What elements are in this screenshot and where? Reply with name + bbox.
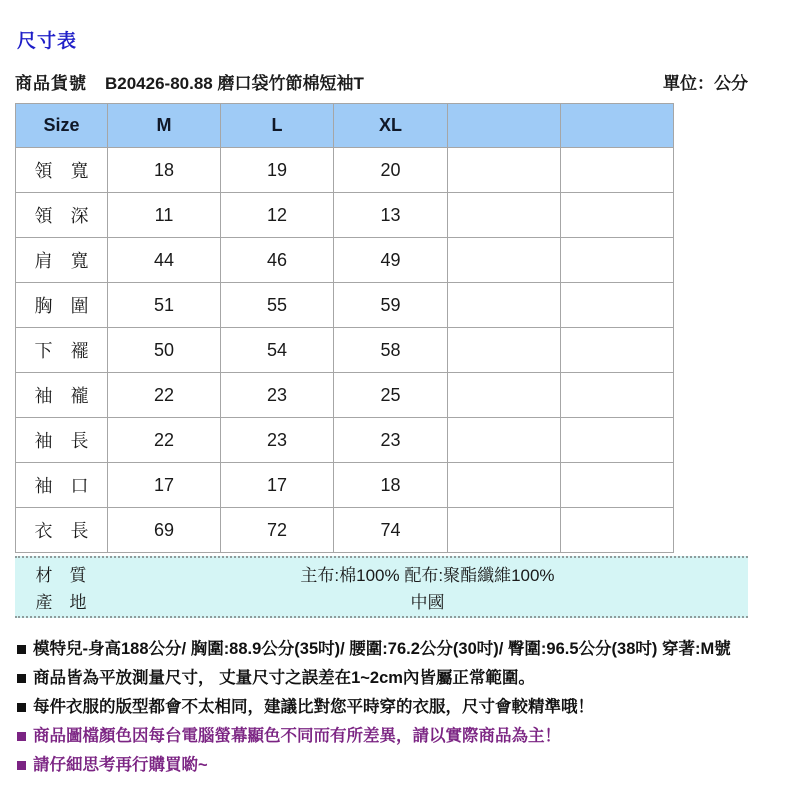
unit-label: 單位：公分 <box>663 74 748 93</box>
measure-label: 領 深 <box>16 193 108 238</box>
measure-value: 11 <box>108 193 221 238</box>
measure-value: 17 <box>108 463 221 508</box>
measure-value <box>561 283 674 328</box>
measure-value: 22 <box>108 418 221 463</box>
note-text: 模特兒-身高188公分/ 胸圍:88.9公分(35吋)/ 腰圍:76.2公分(30吋)/ 臀圍:96.5公分(38吋) 穿著:M號 <box>33 640 731 658</box>
measure-label: 肩 寬 <box>16 238 108 283</box>
measure-label: 下 襬 <box>16 328 108 373</box>
measure-value <box>448 418 561 463</box>
measure-value <box>448 328 561 373</box>
measure-value <box>561 193 674 238</box>
table-row <box>16 193 674 238</box>
note-measure-tolerance <box>17 664 795 693</box>
table-row <box>16 508 674 553</box>
square-bullet-icon <box>17 645 26 654</box>
table-row <box>16 328 674 373</box>
table-row <box>16 148 674 193</box>
measure-value: 13 <box>334 193 448 238</box>
square-bullet-icon <box>17 761 26 770</box>
table-row <box>16 418 674 463</box>
square-bullet-icon <box>17 703 26 712</box>
measure-value: 17 <box>221 463 334 508</box>
measure-value <box>448 283 561 328</box>
measure-value: 72 <box>221 508 334 553</box>
note-model-size <box>17 635 795 664</box>
measure-value: 46 <box>221 238 334 283</box>
square-bullet-icon <box>17 674 26 683</box>
table-row <box>16 283 674 328</box>
note-fit-advice <box>17 693 795 722</box>
material-row <box>15 560 748 587</box>
note-text: 商品皆為平放測量尺寸， 丈量尺寸之誤差在1~2cm內皆屬正常範圍。 <box>33 669 535 687</box>
measure-label: 袖 長 <box>16 418 108 463</box>
measure-label: 領 寬 <box>16 148 108 193</box>
measure-value: 18 <box>334 463 448 508</box>
measure-value <box>561 328 674 373</box>
measure-value: 44 <box>108 238 221 283</box>
header-cell-empty <box>448 104 561 148</box>
measure-label: 胸 圍 <box>16 283 108 328</box>
page-title: 尺寸表 <box>17 31 78 52</box>
measure-value: 59 <box>334 283 448 328</box>
measure-value <box>561 418 674 463</box>
note-text: 每件衣服的版型都會不太相同，建議比對您平時穿的衣服，尺寸會較精準哦！ <box>33 698 594 716</box>
origin-row <box>15 587 748 614</box>
measure-value: 54 <box>221 328 334 373</box>
measure-value: 22 <box>108 373 221 418</box>
measure-value <box>448 463 561 508</box>
measure-value: 69 <box>108 508 221 553</box>
measure-value: 49 <box>334 238 448 283</box>
table-row <box>16 463 674 508</box>
measure-label: 衣 長 <box>16 508 108 553</box>
measure-value <box>561 463 674 508</box>
measure-value: 20 <box>334 148 448 193</box>
measure-value: 19 <box>221 148 334 193</box>
header-row <box>16 104 674 148</box>
measure-value <box>561 148 674 193</box>
product-code-label: 商品貨號 <box>15 74 87 93</box>
measure-value: 23 <box>334 418 448 463</box>
note-purchase-reminder <box>17 751 795 780</box>
table-row <box>16 373 674 418</box>
header-cell-xl: XL <box>334 104 448 148</box>
material-label: 材 質 <box>35 566 87 585</box>
header-cell-m: M <box>108 104 221 148</box>
measure-value: 50 <box>108 328 221 373</box>
size-chart-table <box>15 103 674 553</box>
measure-value <box>448 148 561 193</box>
note-color-disclaimer <box>17 722 795 751</box>
notes-list <box>15 635 795 780</box>
measure-value <box>561 508 674 553</box>
measure-value: 23 <box>221 418 334 463</box>
measure-value: 51 <box>108 283 221 328</box>
note-text: 請仔細思考再行購買喲~ <box>33 756 208 774</box>
measure-value <box>448 238 561 283</box>
product-info <box>15 69 364 94</box>
measure-value <box>448 508 561 553</box>
note-text: 商品圖檔顏色因每台電腦螢幕顯色不同而有所差異，請以實際商品為主！ <box>33 727 561 745</box>
measure-value <box>448 373 561 418</box>
measure-label: 袖 襱 <box>16 373 108 418</box>
square-bullet-icon <box>17 732 26 741</box>
measure-value: 23 <box>221 373 334 418</box>
measure-value: 58 <box>334 328 448 373</box>
measure-value: 74 <box>334 508 448 553</box>
measure-value: 12 <box>221 193 334 238</box>
header-cell-size: Size <box>16 104 108 148</box>
measure-value <box>561 238 674 283</box>
header-cell-l: L <box>221 104 334 148</box>
header-cell-empty <box>561 104 674 148</box>
material-origin-section <box>15 556 748 618</box>
origin-value: 中國 <box>410 593 445 612</box>
origin-label: 產 地 <box>35 593 87 612</box>
product-header-row <box>15 69 748 94</box>
product-code-value: B20426-80.88 磨口袋竹節棉短袖T <box>105 74 364 93</box>
material-value: 主布:棉100% 配布:聚酯纖維100% <box>300 566 555 585</box>
table-row <box>16 238 674 283</box>
measure-value: 55 <box>221 283 334 328</box>
measure-value <box>448 193 561 238</box>
measure-label: 袖 口 <box>16 463 108 508</box>
measure-value: 18 <box>108 148 221 193</box>
measure-value: 25 <box>334 373 448 418</box>
measure-value <box>561 373 674 418</box>
